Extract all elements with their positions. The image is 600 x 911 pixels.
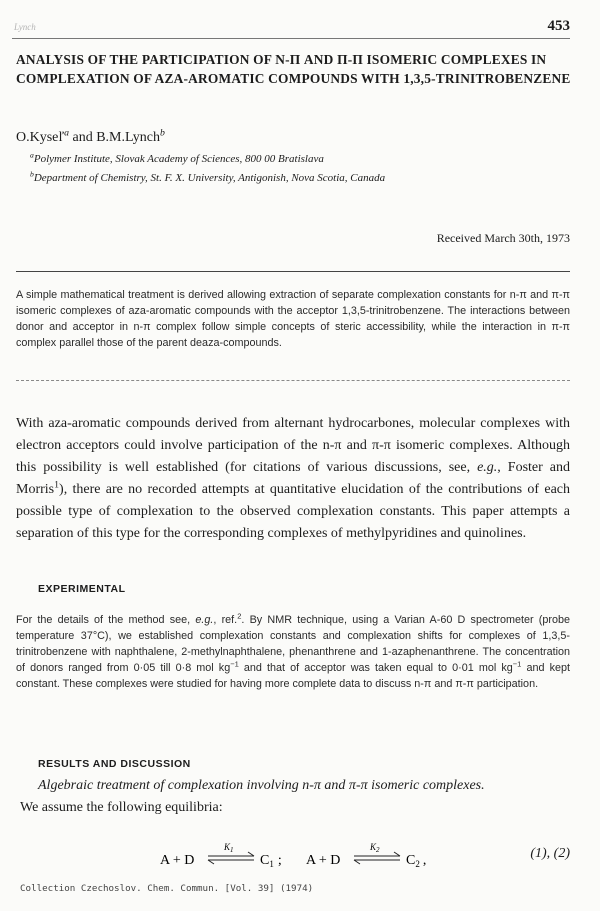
eq-lhs-1: A + D bbox=[160, 853, 195, 868]
author-line bbox=[16, 127, 165, 146]
exp-text: , ref. bbox=[213, 614, 238, 626]
running-head: Lynch bbox=[14, 22, 36, 32]
exp-text: . By NMR technique, using a Varian A-60 D spectrometer (probe temperature 37°C), we established complexation constants and complexation shifts for complexes of 1,3,5-trinitrobenzene with naphthalene, 2-methylnaphthalene, phenanthrene and 1-azaphenanthrene. The concentration of donors ranged from 0·05 till 0·8 mol kg bbox=[16, 614, 570, 674]
affiliation-a bbox=[30, 150, 324, 165]
equilibrium-equation bbox=[150, 838, 570, 874]
experimental-heading: EXPERIMENTAL bbox=[38, 583, 126, 595]
header-rule bbox=[12, 38, 570, 39]
citation-ref: 1 bbox=[54, 479, 60, 491]
results-subheading: Algebraic treatment of complexation involving n-π and π-π isomeric complexes. bbox=[38, 778, 485, 793]
intro-eg: e.g. bbox=[477, 460, 498, 475]
intro-text: With aza-aromatic compounds derived from alternant hydrocarbones, molecular complexes with electron acceptors could involve participation of the n-π and π-π isomeric complexes. Although this possibility is well established (for citations of various discussions, see, bbox=[16, 416, 570, 475]
paper-title: ANALYSIS OF THE PARTICIPATION OF N-Π AND Π-Π ISOMERIC COMPLEXES IN COMPLEXATION OF AZA-AROMATIC COMPOUNDS WITH 1,3,5-TRINITROBENZENE bbox=[16, 52, 571, 86]
page-number: 453 bbox=[547, 18, 570, 34]
affiliation-text: Department of Chemistry, St. F. X. University, Antigonish, Nova Scotia, Canada bbox=[33, 172, 386, 184]
affiliation-b bbox=[30, 169, 386, 184]
author-kysel: O.Kyseľ bbox=[16, 130, 65, 145]
unit-exponent: −1 bbox=[230, 659, 239, 669]
exp-text: and kept constant. These complexes were studied for having more complete data to discuss n-π and π-π participation. bbox=[16, 662, 570, 690]
exp-text: and that of acceptor was taken equal to 0·01 mol kg bbox=[238, 662, 513, 674]
citation-ref: 2 bbox=[237, 611, 242, 621]
abstract: A simple mathematical treatment is derived allowing extraction of separate complexation constants for n-π and π-π isomeric complexes of aza-aromatic compounds with the acceptor 1,3,5-trinitrobenzene. The interactions between donor and acceptor in n-π complex follow simple concepts of steric accessibility, while the interaction in π-π complex parallel those of the parent deaza-compounds. bbox=[16, 289, 570, 349]
intro-text: , Foster and Morris bbox=[16, 460, 570, 497]
eq-k1: $K_1$ bbox=[224, 842, 234, 854]
results-heading: RESULTS AND DISCUSSION bbox=[38, 758, 191, 770]
unit-exponent: −1 bbox=[512, 659, 522, 669]
eq-c1: $C_1$ ; bbox=[260, 853, 282, 869]
affiliation-mark: a bbox=[30, 150, 34, 160]
abstract-bottom-rule bbox=[16, 380, 570, 381]
affiliation-text: Polymer Institute, Slovak Academy of Sciences, 800 00 Bratislava bbox=[33, 153, 324, 165]
author-mark-b: b bbox=[159, 127, 165, 139]
experimental-paragraph bbox=[16, 612, 570, 692]
journal-footer: Collection Czechoslov. Chem. Commun. [Vol. 39] (1974) bbox=[20, 883, 314, 894]
eq-c2: $C_2$ , bbox=[406, 853, 427, 869]
received-date: Received March 30th, 1973 bbox=[436, 231, 570, 245]
assumption-text: We assume the following equilibria: bbox=[20, 800, 223, 815]
eq-lhs-2: A + D bbox=[306, 853, 341, 868]
intro-paragraph bbox=[16, 413, 570, 545]
equation-number: (1), (2) bbox=[530, 846, 570, 861]
exp-eg: e.g. bbox=[195, 614, 214, 626]
eq-k2: $K_2$ bbox=[370, 842, 380, 854]
abstract-top-rule bbox=[16, 271, 570, 272]
affiliation-mark: b bbox=[30, 169, 34, 179]
author-conjunction: and bbox=[68, 130, 97, 145]
exp-text: For the details of the method see, bbox=[16, 614, 196, 626]
intro-text: ), there are no recorded attempts at quantitative elucidation of the contributions of each possible type of complexation to the observed complexation constants. This paper attempts a separation of this type for the corresponding complexes of methylpyridines and quinolines. bbox=[16, 482, 570, 541]
author-lynch: B.M.Lynch bbox=[96, 130, 160, 145]
author-mark-a: a bbox=[64, 127, 69, 139]
